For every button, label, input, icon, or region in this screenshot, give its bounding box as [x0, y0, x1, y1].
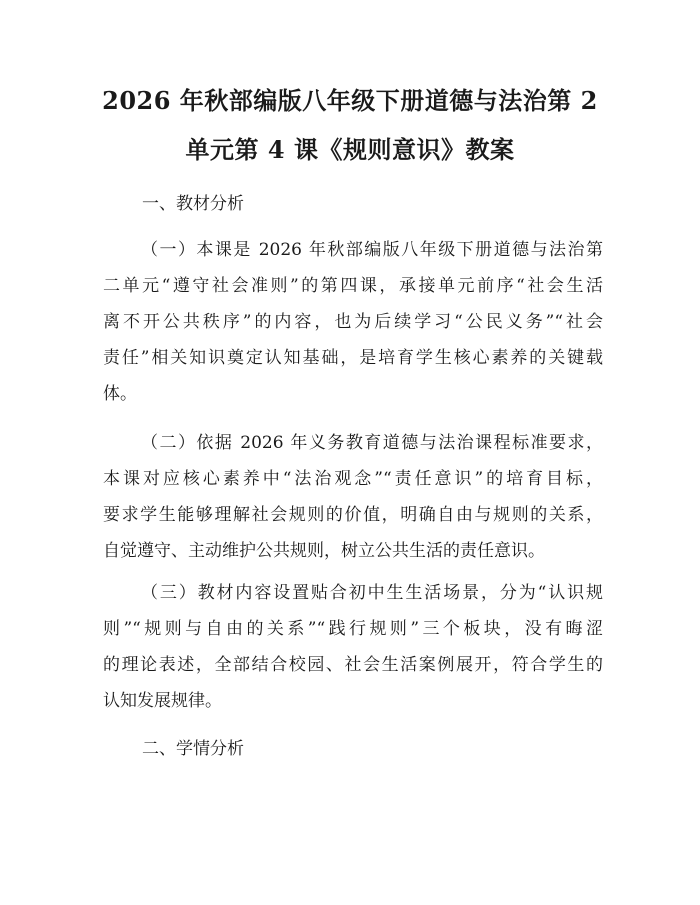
paragraph-line: 责任”相关知识奠定认知基础，是培育学生核心素养的关键载 [103, 348, 603, 368]
paragraph-line: 本课对应核心素养中“法治观念”“责任意识”的培育目标， [103, 469, 603, 489]
section-heading-learner-analysis: 二、学情分析 [142, 739, 244, 759]
paragraph-line: 体。 [103, 384, 137, 404]
paragraph-line: 则”“规则与自由的关系”“践行规则”三个板块，没有晦涩 [103, 619, 603, 639]
document-title-line-1: 2026 年秋部编版八年级下册道德与法治第 2 [102, 86, 598, 115]
paragraph-line: 的理论表述，全部结合校园、社会生活案例展开，符合学生的 [103, 655, 603, 675]
document-title-line-2: 单元第 4 课《规则意识》教案 [185, 135, 515, 164]
paragraph-line: 要求学生能够理解社会规则的价值，明确自由与规则的关系， [103, 505, 603, 525]
paragraph-line: 离不开公共秩序”的内容，也为后续学习“公民义务”“社会 [103, 312, 603, 332]
paragraph-line: 认知发展规律。 [103, 691, 222, 711]
paragraph-1 [103, 232, 603, 412]
paragraph-line: 二单元“遵守社会准则”的第四课，承接单元前序“社会生活 [103, 276, 603, 296]
paragraph-2 [103, 425, 603, 569]
paragraph-line: （三）教材内容设置贴合初中生生活场景，分为“认识规 [141, 583, 603, 603]
section-heading-textbook-analysis: 一、教材分析 [142, 194, 244, 214]
paragraph-line: 自觉遵守、主动维护公共规则，树立公共生活的责任意识。 [103, 541, 545, 561]
paragraph-line: （一）本课是 2026 年秋部编版八年级下册道德与法治第 [141, 240, 603, 260]
paragraph-line: （二）依据 2026 年义务教育道德与法治课程标准要求， [141, 433, 603, 453]
paragraph-3 [103, 575, 603, 719]
